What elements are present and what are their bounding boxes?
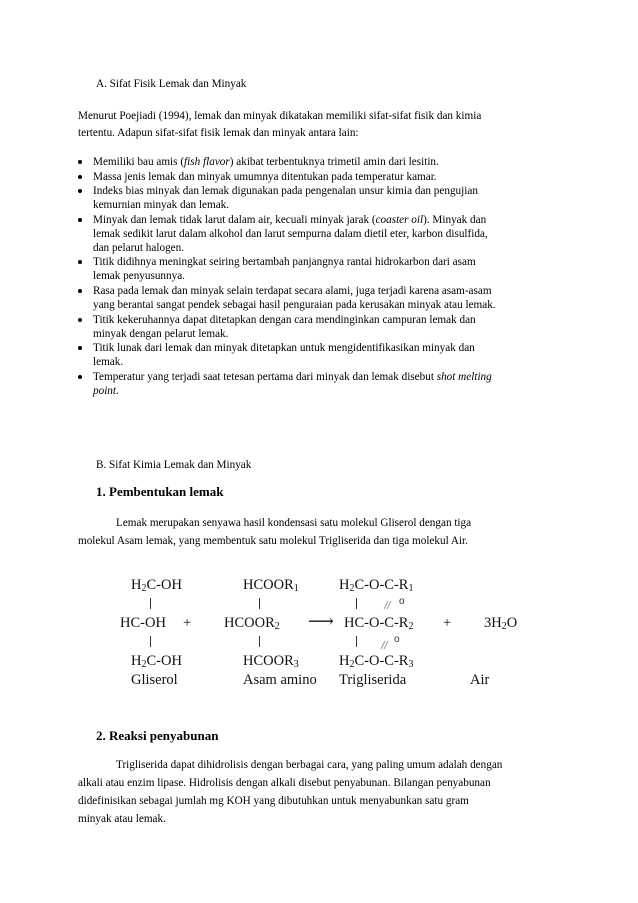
bond-line [356, 636, 357, 647]
bullet-icon [78, 175, 82, 179]
subsection-title: 1. Pembentukan lemak [96, 484, 224, 499]
plus-sign: + [183, 615, 192, 631]
glycerol-row-1: $H_2C-OH$ [131, 577, 182, 594]
list-item: Minyak dan lemak tidak larut dalam air, kecuali minyak jarak (coaster oil). Minyak dan lemak sedikit larut dalam alkohol dan larut sempurna dalam dietil eter, karbon disulfida, dan pelarut halogen. [78, 213, 560, 255]
bond-line [259, 636, 260, 647]
plus-sign: + [443, 615, 452, 631]
paragraph-line: alkali atau enzim lipase. Hidrolisis dengan alkali disebut penyabunan. Bilangan penyabunan [78, 777, 491, 789]
acid-label: Asam amino [243, 672, 317, 688]
acid-row-1: $HCOOR_1$ [243, 577, 299, 594]
section-a-heading: A. Sifat Fisik Lemak dan Minyak [96, 78, 247, 90]
triglyceride-row-2: $HC-O-C-R_2$ [344, 615, 414, 632]
acid-row-3: $HCOOR_3$ [243, 653, 299, 670]
glycerol-row-3: $H_2C-OH$ [131, 653, 182, 670]
paragraph-line: didefinisikan sebagai jumlah mg KOH yang dibutuhkan untuk menyabunkan satu gram [78, 795, 469, 807]
bullet-icon [78, 160, 82, 164]
bond-line [356, 598, 357, 609]
section-b-heading: B. Sifat Kimia Lemak dan Minyak [96, 459, 252, 471]
bullet-icon [78, 260, 82, 264]
triglyceride-row-3: $H_2C-O-C-R_3$ [339, 653, 414, 670]
glycerol-label: Gliserol [131, 672, 178, 688]
list-item: Memiliki bau amis (fish flavor) akibat terbentuknya trimetil amin dari lesitin. [78, 155, 560, 169]
bullet-icon [78, 289, 82, 293]
acid-row-2: $HCOOR_2$ [224, 615, 280, 632]
oxygen-label: o [399, 596, 405, 607]
bond-line [150, 598, 151, 609]
section-a-intro [78, 108, 562, 142]
list-item: Titik didihnya meningkat seiring bertambah panjangnya rantai hidrokarbon dari asam lemak penyusunnya. [78, 255, 560, 283]
intro-line: Menurut Poejiadi (1994), lemak dan minyak dikatakan memiliki sifat-sifat fisik dan kimia [78, 110, 482, 122]
bond-line [259, 598, 260, 609]
bullet-icon [78, 189, 82, 193]
glycerol-row-2: HC-OH [120, 615, 166, 631]
triglyceride-label: Trigliserida [339, 672, 407, 688]
bullet-icon [78, 346, 82, 350]
physical-properties-list [78, 155, 560, 398]
list-item: Titik kekeruhannya dapat ditetapkan dengan cara mendinginkan campuran lemak dan minyak dengan pelarut lemak. [78, 313, 560, 341]
reaction-arrow-icon: ⟶ [308, 611, 334, 631]
subsection-title: 2. Reaksi penyabunan [96, 728, 219, 743]
oxygen-label: o [394, 634, 400, 645]
bond-line [150, 636, 151, 647]
list-item: Massa jenis lemak dan minyak umumnya ditentukan pada temperatur kamar. [78, 170, 560, 184]
paragraph-line: molekul Asam lemak, yang membentuk satu molekul Trigliserida dan tiga molekul Air. [78, 535, 468, 547]
water-label: Air [470, 672, 490, 688]
double-bond-icon [382, 600, 392, 610]
water-formula: $3H_2O$ [484, 615, 518, 632]
list-item: Rasa pada lemak dan minyak selain terdapat secara alami, juga terjadi karena asam-asam yang berantai sangat pendek sebagai hasil penguraian pada kerusakan minyak atau lemak. [78, 284, 560, 312]
bullet-icon [78, 218, 82, 222]
intro-line: tertentu. Adapun sifat-sifat fisik lemak dan minyak antara lain: [78, 127, 359, 139]
paragraph-line: minyak atau lemak. [78, 813, 166, 825]
bullet-icon [78, 375, 82, 379]
double-bond-icon [379, 640, 389, 650]
triglyceride-row-1: $H_2C-O-C-R_1$ [339, 577, 414, 594]
list-item: Indeks bias minyak dan lemak digunakan pada pengenalan unsur kimia dan pengujian kemurnian minyak dan lemak. [78, 184, 560, 212]
list-item: Titik lunak dari lemak dan minyak ditetapkan untuk mengidentifikasikan minyak dan lemak. [78, 341, 560, 369]
paragraph-line: Lemak merupakan senyawa hasil kondensasi satu molekul Gliserol dengan tiga [116, 517, 472, 529]
bullet-icon [78, 318, 82, 322]
list-item: Temperatur yang terjadi saat tetesan pertama dari minyak dan lemak disebut shot melting point. [78, 370, 560, 398]
paragraph-line: Trigliserida dapat dihidrolisis dengan berbagai cara, yang paling umum adalah dengan [116, 759, 503, 771]
